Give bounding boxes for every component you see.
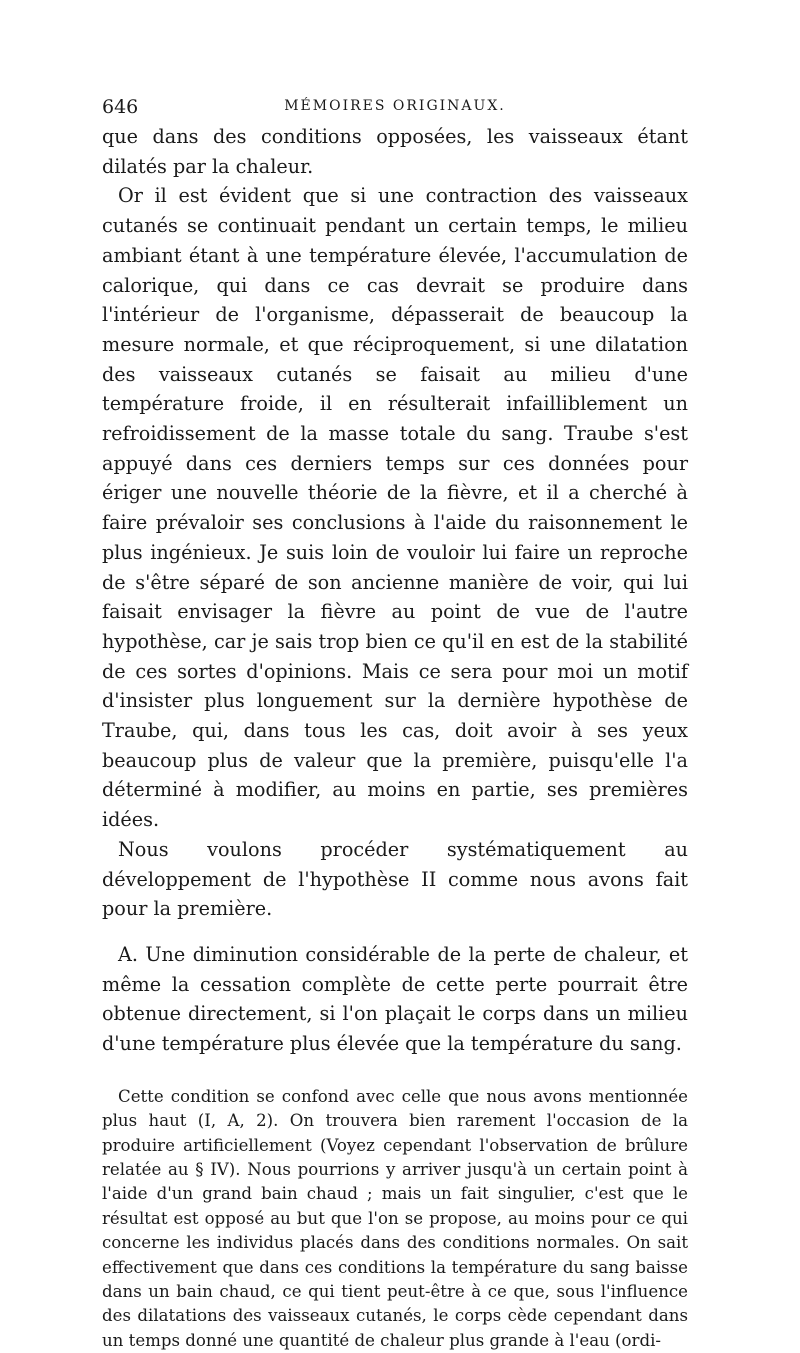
running-title: MÉMOIRES ORIGINAUX.: [284, 98, 506, 114]
page-number: 646: [102, 96, 139, 118]
book-page: [102, 96, 688, 1350]
paragraph-continuation: que dans des conditions opposées, les vaisseaux étant dilatés par la chaleur.: [102, 125, 688, 178]
paragraph-hypothesis-ii: Nous voulons procéder systématiquement au développement de l'hypothèse II comme nous avons fait pour la première.: [102, 837, 688, 921]
paragraph-small-print: Cette condition se confond avec celle que nous avons mentionnée plus haut (I, A, 2). On trouvera bien rarement l'occasion de la produire artificiellement (Voyez cependant l'observation de brûlure relatée au § IV). Nous pourrions y arriver jusqu'à un certain point à l'aide d'un grand bain chaud ; mais un fait singulier, c'est que le résultat est opposé au but que l'on se propose, au moins pour ce qui concerne les individus placés dans des conditions normales. On sait effectivement que dans ces conditions la température du sang baisse dans un bain chaud, ce qui tient peut-être à ce que, sous l'influence des dilatations des vaisseaux cutanés, le corps cède cependant dans un temps donné une quantité de chaleur plus grande à l'eau (ordi-: [102, 1086, 688, 1350]
paragraph-section-a: A. Une diminution considérable de la perte de chaleur, et même la cessation complète de cette perte pourrait être obtenue directement, si l'on plaçait le corps dans un milieu d'une température plus élevée que la température du sang.: [102, 942, 688, 1056]
paragraph-traube-theory: Or il est évident que si une contraction des vaisseaux cutanés se continuait pendant un certain temps, le milieu ambiant étant à une température élevée, l'accumulation de calorique, qui dans ce cas devrait se produire dans l'intérieur de l'organisme, dépasserait de beaucoup la mesure normale, et que réciproquement, si une dilatation des vaisseaux cutanés se faisait au milieu d'une température froide, il en résulterait infailliblement un refroidissement de la masse totale du sang. Traube s'est appuyé dans ces derniers temps sur ces données pour ériger une nouvelle théorie de la fièvre, et il a cherché à faire prévaloir ses conclusions à l'aide du raisonnement le plus ingénieux. Je suis loin de vouloir lui faire un reproche de s'être séparé de son ancienne manière de voir, qui lui faisait envisager la fièvre au point de vue de l'autre hypothèse, car je sais trop bien ce qu'il en est de la stabilité de ces sortes d'opinions. Mais ce sera pour moi un motif d'insister plus longuement sur la dernière hypothèse de Traube, qui, dans tous les cas, doit avoir à ses yeux beaucoup plus de valeur que la première, puisqu'elle l'a déterminé à modifier, au moins en partie, ses premières idées.: [102, 184, 688, 832]
running-head: [102, 96, 688, 122]
